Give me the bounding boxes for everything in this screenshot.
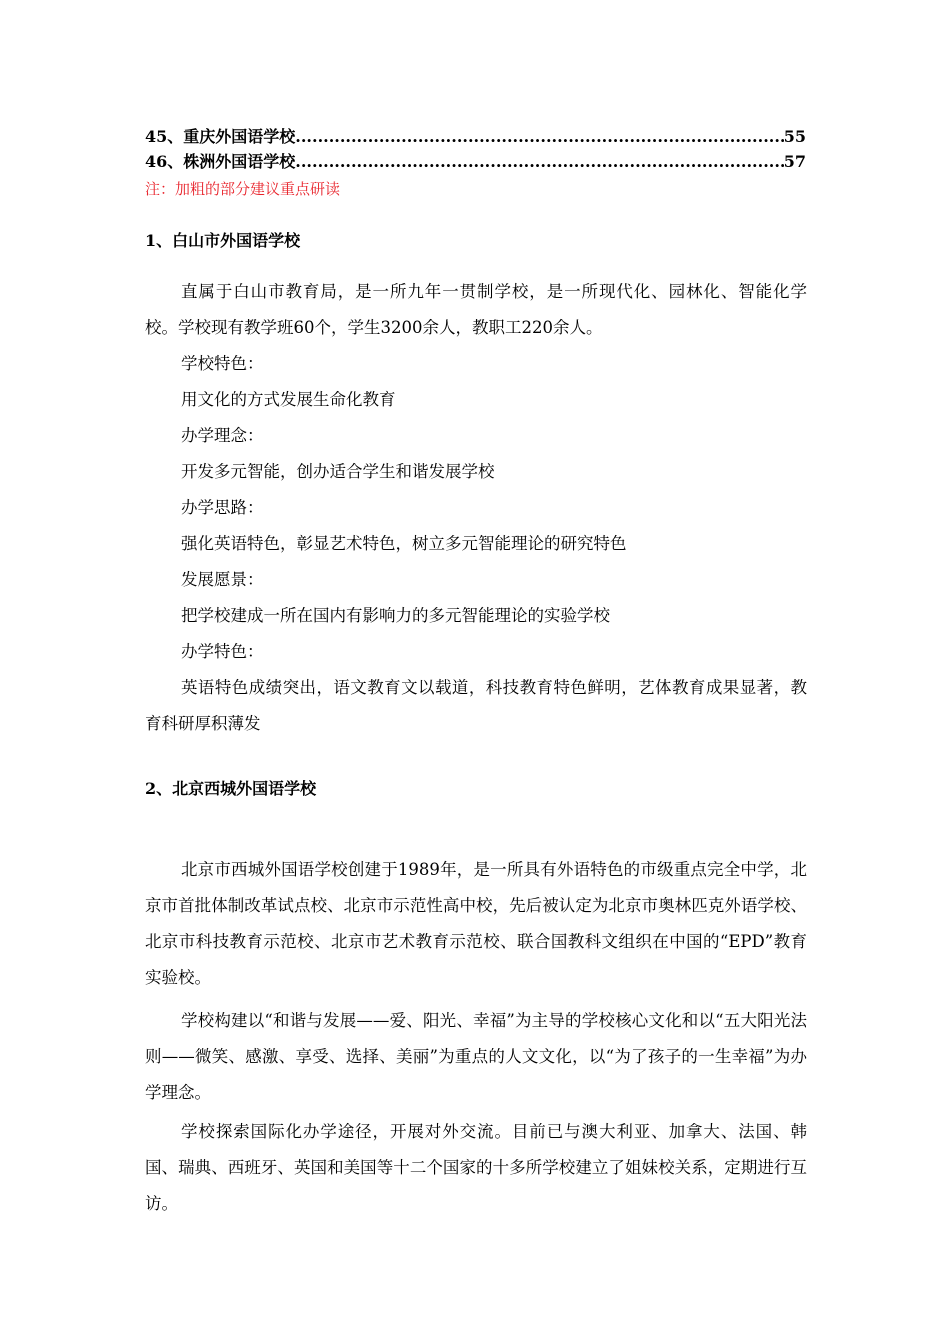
section-heading: 1、白山市外国语学校: [145, 231, 301, 250]
toc-page-number: 55: [783, 127, 806, 146]
section-paragraph: 北京市西城外国语学校创建于1989年，是一所具有外语特色的市级重点完全中学，北京市首批体制改革试点校、北京市示范性高中校，先后被认定为北京市奥林匹克外语学校、北京市科技教育示范校、北京市艺术教育示范校、联合国教科文组织在中国的“EPD”教育实验校。: [145, 860, 807, 987]
section-paragraph: 学校探索国际化办学途径，开展对外交流。目前已与澳大利亚、加拿大、法国、韩国、瑞典、西班牙、英国和美国等十二个国家的十多所学校建立了姐妹校关系，定期进行互访。: [145, 1122, 807, 1213]
feature-text: 把学校建成一所在国内有影响力的多元智能理论的实验学校: [181, 606, 610, 625]
feature-label: 发展愿景：: [181, 570, 264, 589]
toc-dot-leader: [295, 125, 783, 149]
feature-closing-paragraph: 英语特色成绩突出，语文教育文以载道，科技教育特色鲜明，艺体教育成果显著，教育科研厚积薄发: [145, 678, 807, 733]
feature-text: 用文化的方式发展生命化教育: [181, 390, 396, 409]
feature-label: 办学思路：: [181, 498, 264, 517]
section-intro-paragraph: 直属于白山市教育局，是一所九年一贯制学校，是一所现代化、园林化、智能化学校。学校现有教学班60个，学生3200余人，教职工220余人。: [145, 282, 807, 337]
section-heading: 2、北京西城外国语学校: [145, 779, 317, 798]
feature-label: 办学理念：: [181, 426, 264, 445]
feature-label: 学校特色：: [181, 354, 264, 373]
toc-page-number: 57: [783, 152, 806, 171]
toc-entry-title: 46、株洲外国语学校: [145, 152, 296, 171]
toc-dot-leader: [295, 150, 783, 174]
toc-entry-title: 45、重庆外国语学校: [145, 127, 296, 146]
section-paragraph: 学校构建以“和谐与发展——爱、阳光、幸福”为主导的学校核心文化和以“五大阳光法则——微笑、感激、享受、选择、美丽”为重点的人文文化，以“为了孩子的一生幸福”为办学理念。: [145, 1011, 807, 1102]
feature-text: 强化英语特色，彰显艺术特色，树立多元智能理论的研究特色: [181, 534, 627, 553]
toc-entry[interactable]: [145, 125, 806, 149]
toc-entry[interactable]: [145, 150, 806, 174]
reading-note: 注：加粗的部分建议重点研读: [145, 180, 341, 198]
feature-text: 开发多元智能，创办适合学生和谐发展学校: [181, 462, 495, 481]
feature-label: 办学特色：: [181, 642, 264, 661]
